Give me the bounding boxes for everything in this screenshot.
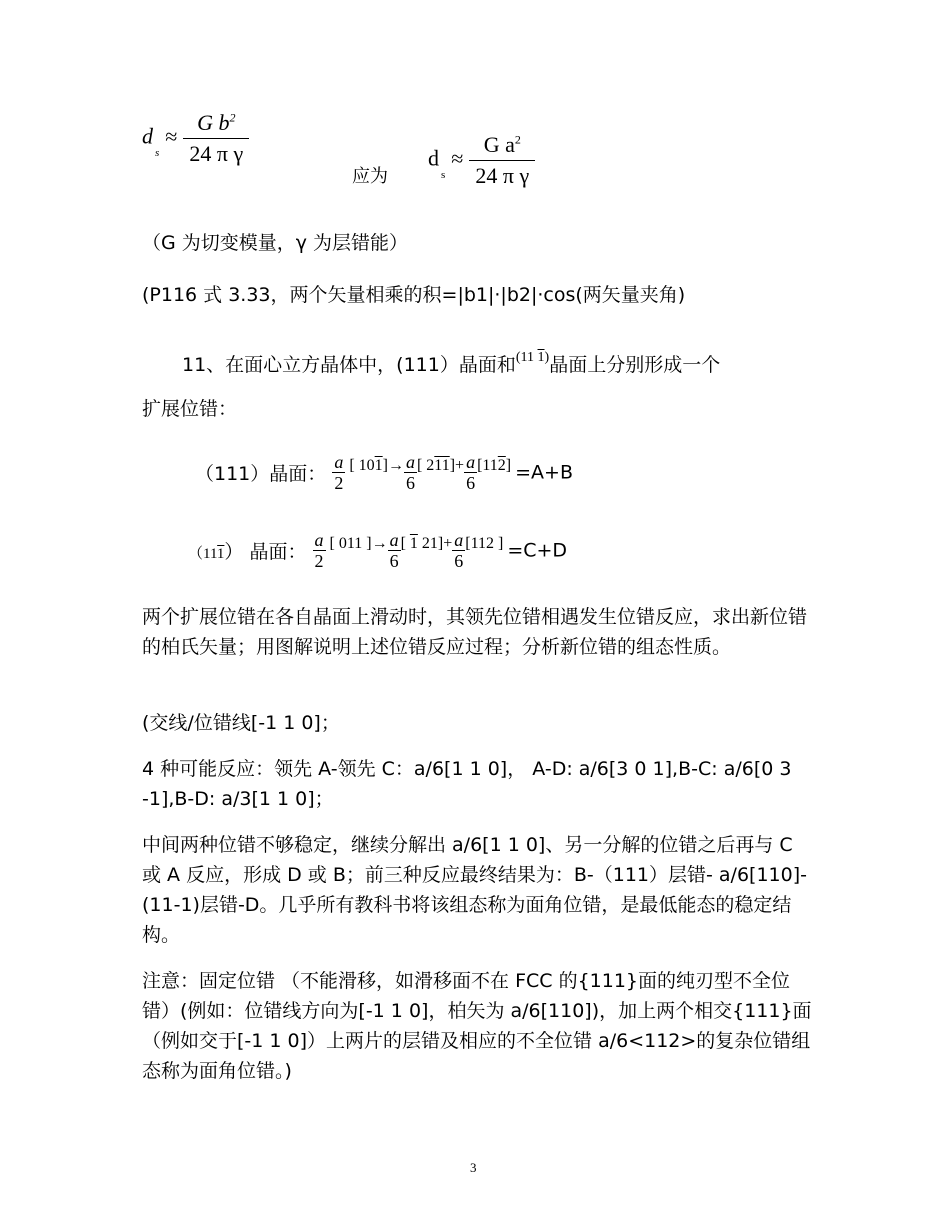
paragraph-note: 注意：固定位错 （不能滑移，如滑移面不在 FCC 的{111}面的纯刃型不全位错）(例如：位错线方向为[-1 1 0]，柏矢为 a/6[110])，加上两个相交{111}面（例如交于[-1 1 0]）上两片的层错及相应的不全位错 a/6<112>的复杂位错组态称为面角位错。) — [142, 970, 812, 1082]
question-11-text-a: 11、在面心立方晶体中，(111）晶面和 — [182, 354, 516, 376]
paragraph-task: 两个扩展位错在各自晶面上滑动时，其领先位错相遇发生位错反应，求出新位错的柏氏矢量；用图解说明上述位错反应过程；分析新位错的组态性质。 — [142, 606, 808, 658]
equation-1-label: （111）晶面： — [195, 463, 327, 485]
fraction-denominator: 24 π γ — [183, 138, 249, 167]
formula-original — [142, 110, 249, 167]
equation-2-result: =C+D — [507, 539, 568, 562]
formula-fraction — [469, 132, 535, 189]
equation-1 — [195, 452, 573, 493]
arrow: → — [387, 457, 404, 475]
formula-fraction — [183, 110, 249, 167]
question-11-intro — [182, 350, 720, 377]
fraction-numerator: G a — [483, 132, 515, 157]
fraction-numerator: G b — [197, 110, 230, 135]
formula-lhs-d: d — [428, 145, 439, 171]
note-symbols: （G 为切变模量，γ 为层错能） — [142, 232, 409, 254]
approx-sign: ≈ — [165, 123, 178, 149]
fraction-denominator: 24 π γ — [469, 160, 535, 189]
fraction-numerator-sup: 2 — [514, 132, 521, 147]
direction: [112 ] — [465, 535, 504, 553]
fraction-a-over-6: $\frac{a}{6}$ — [389, 530, 399, 571]
formula-lhs-d: d — [142, 123, 153, 149]
paragraph-reactions: 4 种可能反应：领先 A-领先 C：a/6[1 1 0]， A-D: a/6[3 0 1],B-C: a/6[0 3 -1],B-D: a/3[1 1 0]； — [142, 758, 792, 810]
equation-2 — [188, 530, 567, 571]
arrow: → — [371, 535, 388, 553]
fraction-a-over-6: $\frac{a}{6}$ — [466, 452, 476, 493]
fraction-a-over-6: $\frac{a}{6}$ — [454, 530, 464, 571]
equation-1-result: =A+B — [515, 461, 573, 484]
fraction-a-over-2: $\frac{a}{2}$ — [334, 452, 344, 493]
page-number: 3 — [470, 1160, 477, 1175]
equation-1-expression — [332, 452, 515, 493]
question-11-text-b: 晶面上分别形成一个 — [549, 354, 721, 376]
direction: [ 101] — [349, 457, 388, 475]
direction: [ 011 ] — [329, 535, 372, 553]
note-reference: (P116 式 3.33，两个矢量相乘的积=|b1|·|b2|·cos(两矢量夹角) — [142, 284, 686, 306]
direction: [ 1 21] — [400, 535, 444, 553]
fraction-a-over-6: $\frac{a}{6}$ — [405, 452, 415, 493]
fraction-numerator-sup: 2 — [229, 110, 236, 125]
direction: [112] — [477, 457, 512, 475]
miller-plane: (11 1) — [515, 350, 550, 365]
approx-sign: ≈ — [451, 145, 464, 171]
direction: [ 211] — [416, 457, 456, 475]
formula-lhs-sub: s — [155, 146, 160, 159]
formula-corrected — [428, 132, 535, 189]
fraction-a-over-2: $\frac{a}{2}$ — [314, 530, 324, 571]
question-11-intro-line2: 扩展位错： — [142, 398, 238, 420]
plus: + — [455, 457, 465, 475]
formula-correction-label: 应为 — [352, 166, 388, 187]
plus: + — [443, 535, 453, 553]
equation-2-label: （111） 晶面： — [188, 541, 307, 563]
paragraph-analysis: 中间两种位错不够稳定，继续分解出 a/6[1 1 0]、另一分解的位错之后再与 C 或 A 反应，形成 D 或 B；前三种反应最终结果为：B-（111）层错- a/6[110]-(11-1)层错-D。几乎所有教科书将该组态称为面角位错，是最低能态的稳定结构。 — [142, 834, 807, 946]
paragraph-intersection: (交线/位错线[-1 1 0]； — [142, 712, 340, 734]
formula-lhs-sub: s — [441, 168, 446, 181]
equation-2-expression — [313, 530, 508, 571]
